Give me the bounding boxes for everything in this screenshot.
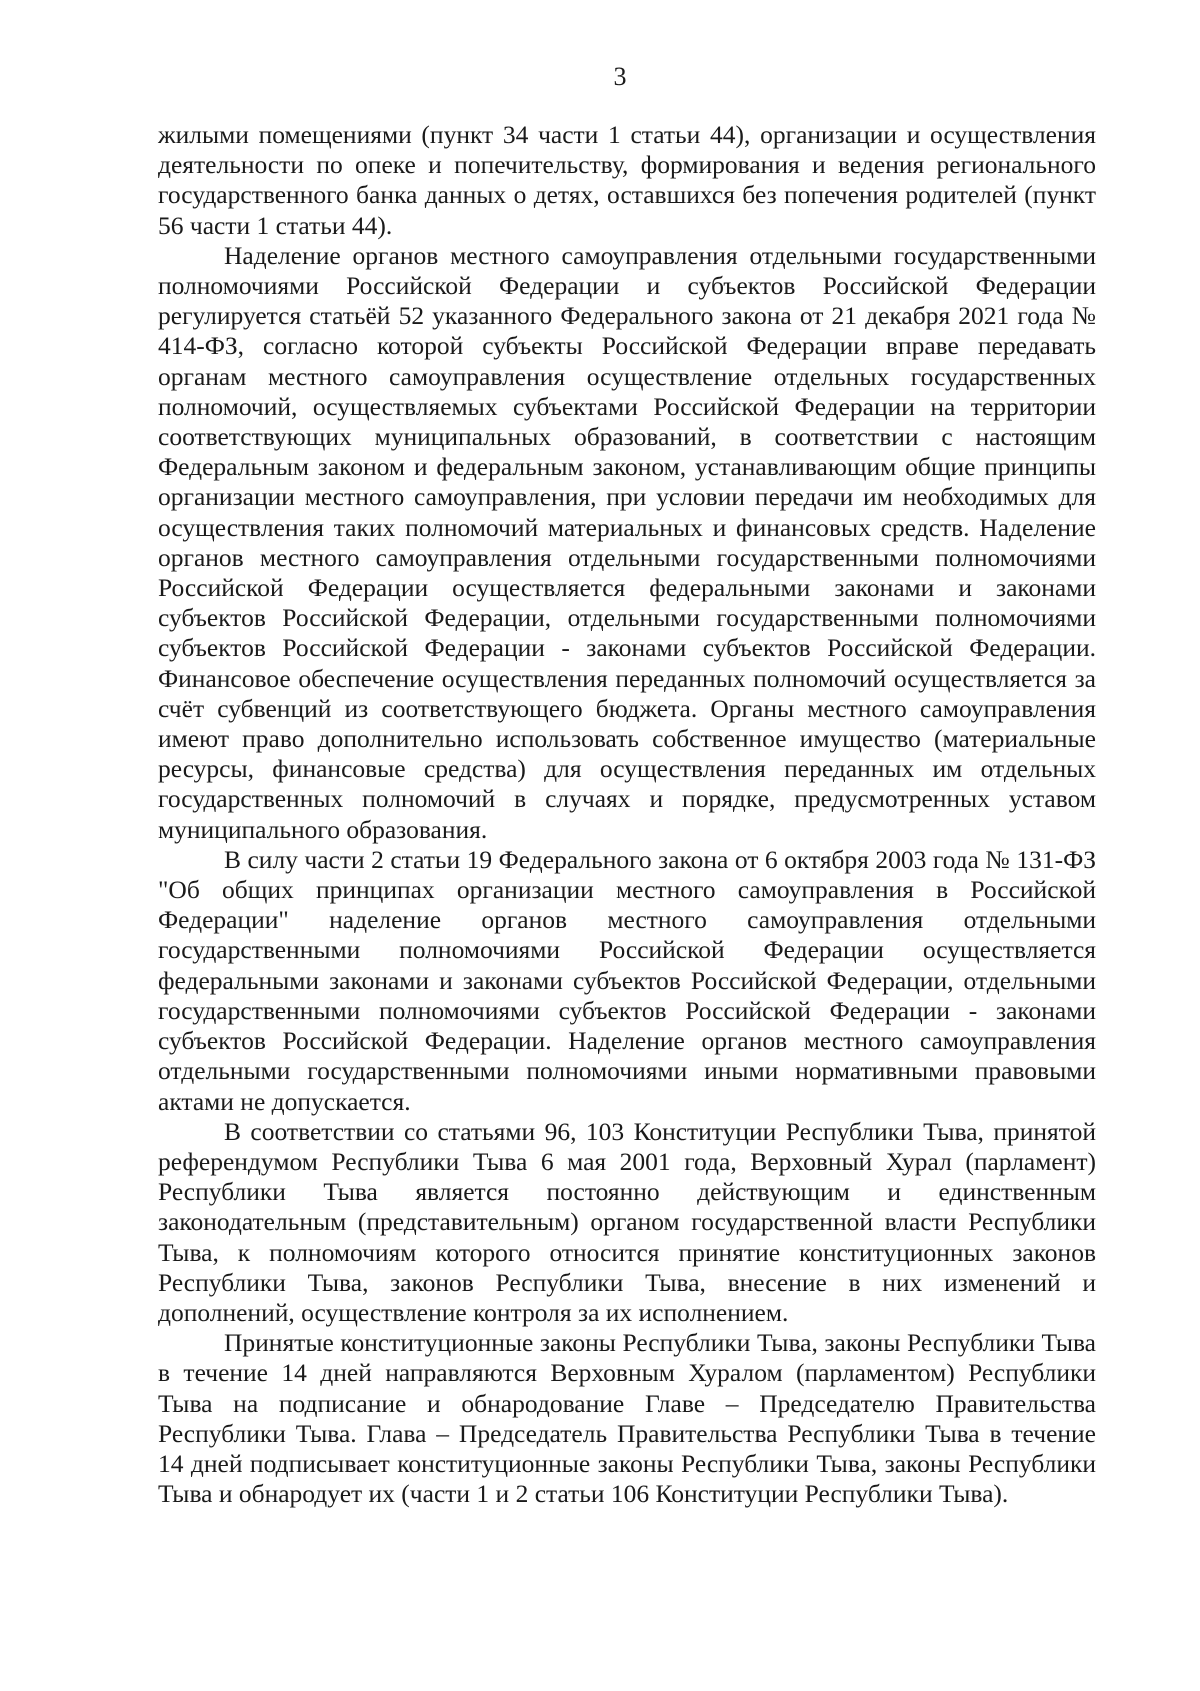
document-body: [158, 120, 1096, 1509]
paragraph-1: жилыми помещениями (пункт 34 части 1 статьи 44), организации и осуществления деятельности по опеке и попечительству, формирования и ведения регионального государственного банка данных о детях, оставшихся без попечения родителей (пункт 56 части 1 статьи 44).: [158, 120, 1096, 240]
paragraph-2: Наделение органов местного самоуправления отдельными государственными полномочиями Российской Федерации и субъектов Российской Федерации регулируется статьёй 52 указанного Федерального закона от 21 декабря 2021 года № 414-ФЗ, согласно которой субъекты Российской Федерации вправе передавать органам местного самоуправления осуществление отдельных государственных полномочий, осуществляемых субъектами Российской Федерации на территории соответствующих муниципальных образований, в соответствии с настоящим Федеральным законом и федеральным законом, устанавливающим общие принципы организации местного самоуправления, при условии передачи им необходимых для осуществления таких полномочий материальных и финансовых средств. Наделение органов местного самоуправления отдельными государственными полномочиями Российской Федерации осуществляется федеральными законами и законами субъектов Российской Федерации, отдельными государственными полномочиями субъектов Российской Федерации - законами субъектов Российской Федерации. Финансовое обеспечение осуществления переданных полномочий осуществляется за счёт субвенций из соответствующего бюджета. Органы местного самоуправления имеют право дополнительно использовать собственное имущество (материальные ресурсы, финансовые средства) для осуществления переданных им отдельных государственных полномочий в случаях и порядке, предусмотренных уставом муниципального образования.: [158, 240, 1096, 844]
paragraph-5: Принятые конституционные законы Республики Тыва, законы Республики Тыва в течение 14 дней направляются Верховным Хуралом (парламентом) Республики Тыва на подписание и обнародование Главе – Председателю Правительства Республики Тыва. Глава – Председатель Правительства Республики Тыва в течение 14 дней подписывает конституционные законы Республики Тыва, законы Республики Тыва и обнародует их (части 1 и 2 статьи 106 Конституции Республики Тыва).: [158, 1328, 1096, 1509]
paragraph-4: В соответствии со статьями 96, 103 Конституции Республики Тыва, принятой референдумом Республики Тыва 6 мая 2001 года, Верховный Хурал (парламент) Республики Тыва является постоянно действующим и единственным законодательным (представительным) органом государственной власти Республики Тыва, к полномочиям которого относится принятие конституционных законов Республики Тыва, законов Республики Тыва, внесение в них изменений и дополнений, осуществление контроля за их исполнением.: [158, 1116, 1096, 1327]
paragraph-3: В силу части 2 статьи 19 Федерального закона от 6 октября 2003 года № 131-ФЗ "Об общих принципах организации местного самоуправления в Российской Федерации" наделение органов местного самоуправления отдельными государственными полномочиями Российской Федерации осуществляется федеральными законами и законами субъектов Российской Федерации, отдельными государственными полномочиями субъектов Российской Федерации - законами субъектов Российской Федерации. Наделение органов местного самоуправления отдельными государственными полномочиями иными нормативными правовыми актами не допускается.: [158, 844, 1096, 1116]
page-number: 3: [613, 62, 627, 91]
